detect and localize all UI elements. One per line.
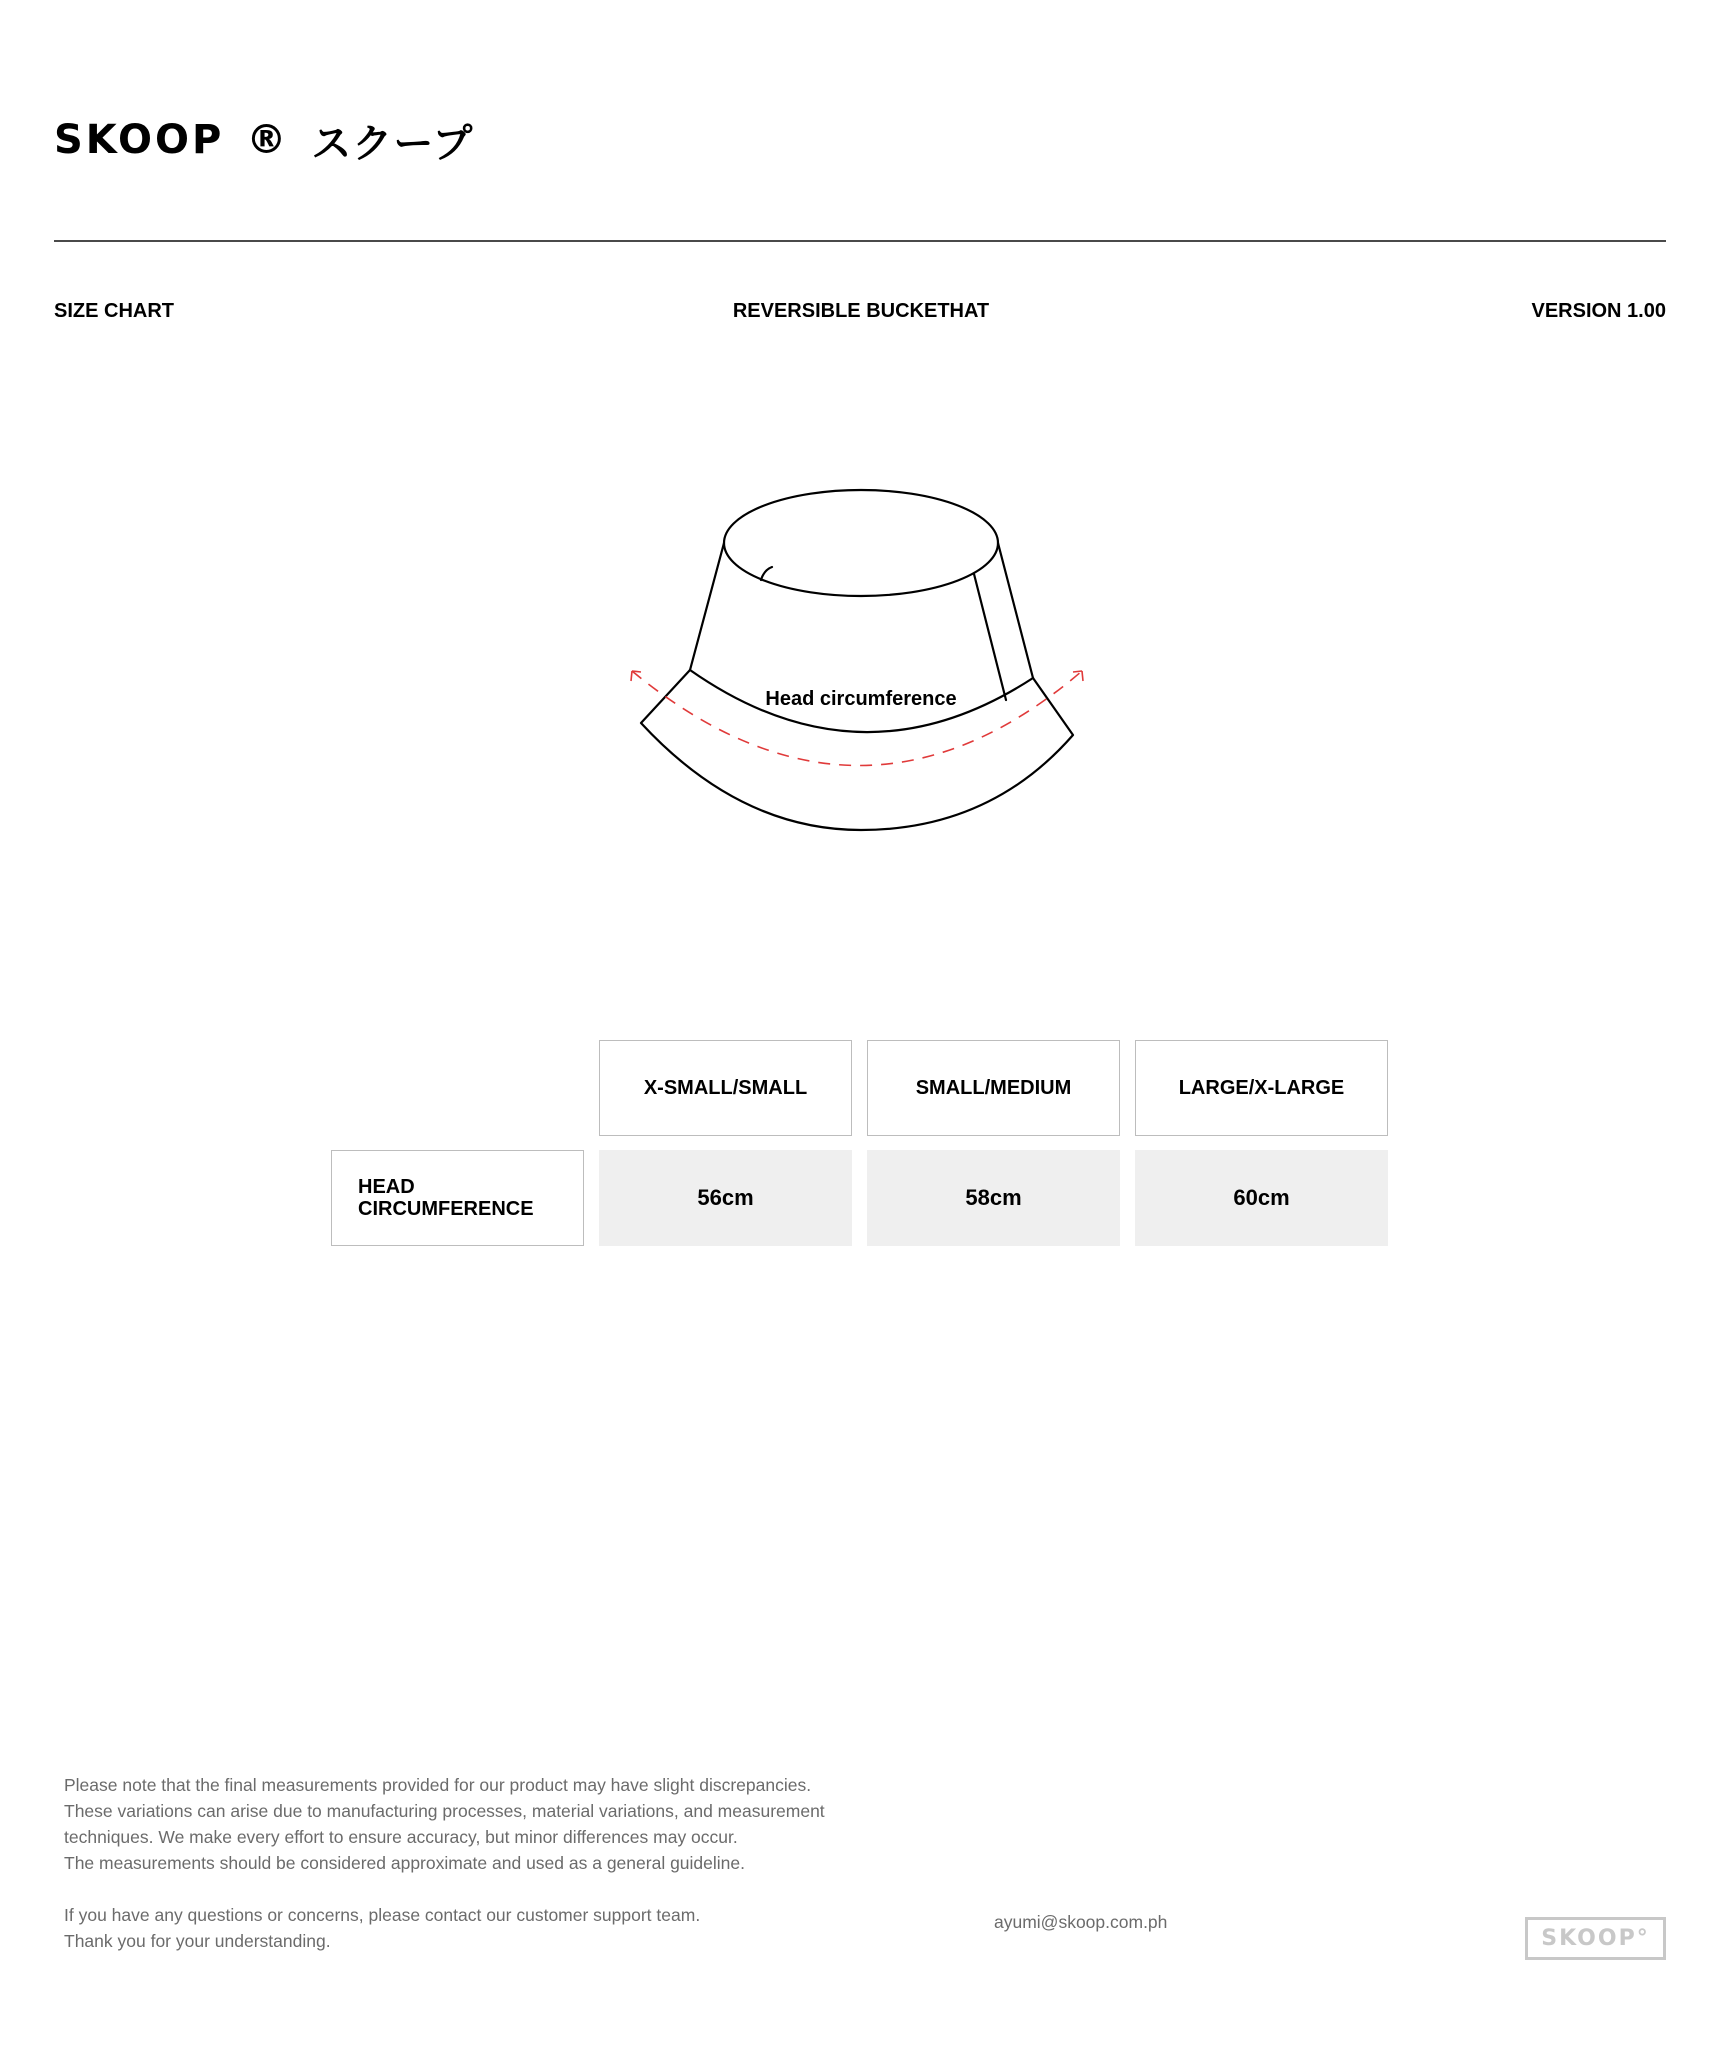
note-line: The measurements should be considered approximate and used as a general guideline. bbox=[64, 1853, 745, 1873]
note-line: Thank you for your understanding. bbox=[64, 1931, 331, 1951]
head-circumference-measure bbox=[631, 671, 1083, 766]
brand-logo-text: SKOOP bbox=[54, 117, 225, 163]
document-type-label: SIZE CHART bbox=[54, 300, 174, 322]
brand-logo bbox=[54, 110, 473, 170]
value-s-m: 58cm bbox=[867, 1150, 1120, 1246]
disclaimer-notes bbox=[64, 1772, 964, 1954]
value-l-xl: 60cm bbox=[1135, 1150, 1388, 1246]
column-header-l-xl: LARGE/X-LARGE bbox=[1135, 1040, 1388, 1136]
product-name: REVERSIBLE BUCKETHAT bbox=[732, 300, 990, 322]
note-line: These variations can arise due to manufacturing processes, material variations, and measurement bbox=[64, 1801, 825, 1821]
hat-crown-top bbox=[724, 490, 998, 596]
hat-crown-right-side bbox=[998, 543, 1033, 678]
head-circumference-label: Head circumference bbox=[765, 688, 957, 710]
row-label-head-circumference bbox=[331, 1150, 584, 1246]
hat-crown-left-side bbox=[690, 543, 724, 670]
header-divider bbox=[54, 240, 1666, 242]
note-line: techniques. We make every effort to ensure accuracy, but minor differences may occur. bbox=[64, 1827, 738, 1847]
brand-japanese-name: スクープ bbox=[311, 120, 474, 167]
footer-logo: SKOOP° bbox=[1525, 1917, 1666, 1960]
hat-seam bbox=[974, 574, 1006, 700]
version-label: VERSION 1.00 bbox=[1531, 300, 1666, 322]
contact-email[interactable]: ayumi@skoop.com.ph bbox=[994, 1912, 1168, 1932]
value-xs-s: 56cm bbox=[599, 1150, 852, 1246]
bucket-hat-diagram bbox=[0, 460, 1722, 860]
note-line: If you have any questions or concerns, please contact our customer support team. bbox=[64, 1905, 701, 1925]
registered-mark: ® bbox=[246, 117, 290, 163]
row-label-text: HEAD CIRCUMFERENCE bbox=[358, 1176, 534, 1220]
note-line: Please note that the final measurements provided for our product may have slight discrepancies. bbox=[64, 1775, 812, 1795]
column-header-s-m: SMALL/MEDIUM bbox=[867, 1040, 1120, 1136]
hat-stitch-mark bbox=[761, 567, 772, 580]
column-header-xs-s: X-SMALL/SMALL bbox=[599, 1040, 852, 1136]
bucket-hat-illustration bbox=[0, 460, 1722, 860]
